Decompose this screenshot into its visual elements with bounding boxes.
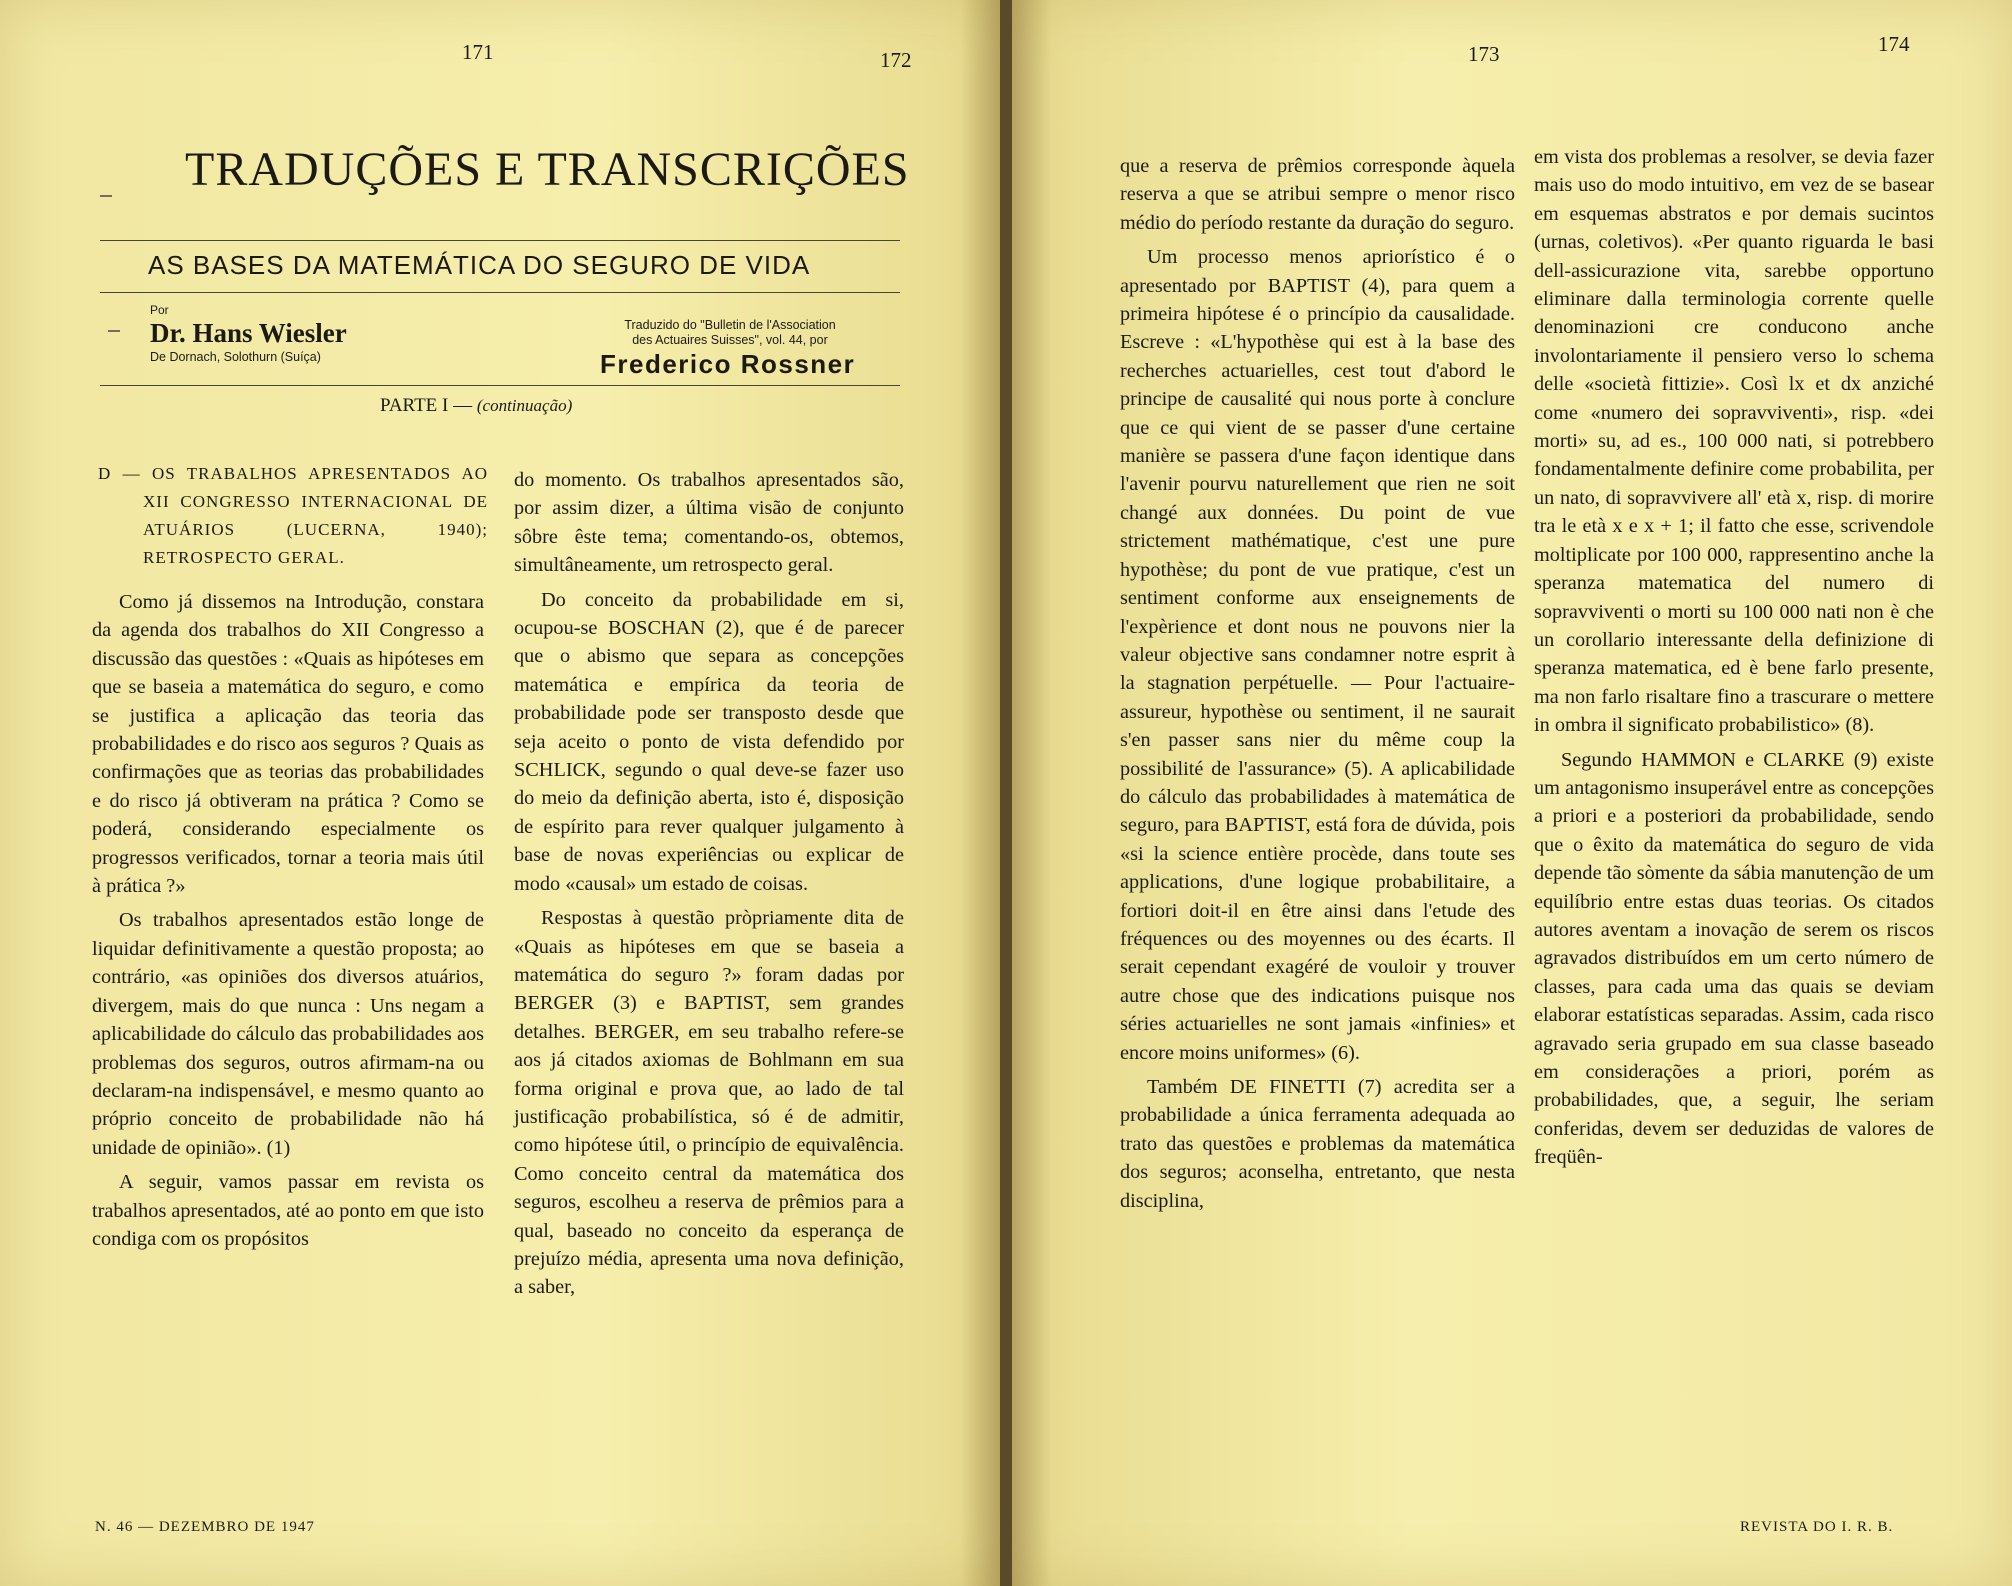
section-heading-text: D — OS TRABALHOS APRESENTADOS AO XII CONGRESSO INTERNACIONAL DE ATUÁRIOS (LUCERNA, 1940); RETROSPECTO GERAL. [98, 464, 488, 567]
paragraph: Como já dissemos na Introdução, constara da agenda dos trabalhos do XII Congresso a discussão das questões : «Quais as hipóteses em que se baseia a matemática do seguro, e como se justifica a aplicação das teoria das probabilidades e do risco aos seguros ? Quais as confirmações que as teorias das probabilidades e do risco já obtiveram na prática ? Como se poderá, considerando especialmente os progressos verificados, tornar a teoria mais útil à prática ?» [92, 591, 484, 898]
article-title: TRADUÇÕES E TRANSCRIÇÕES [185, 143, 910, 196]
title-rule-top [100, 240, 900, 241]
subtitle-rule [100, 292, 900, 293]
paragraph: que a reserva de prêmios corresponde àquela reserva a que se atribui sempre o menor risco médio do período restante da duração do seguro. [1120, 155, 1515, 234]
translator-note-line-1: Traduzido do "Bulletin de l'Association [624, 318, 836, 332]
paragraph: A seguir, vamos passar em revista os trabalhos apresentados, até ao ponto em que isto condiga com os propósitos [92, 1171, 484, 1250]
scan-mark [100, 195, 112, 197]
author-by-label: Por [150, 303, 169, 317]
scan-mark [108, 330, 120, 332]
paragraph: Os trabalhos apresentados estão longe de liquidar definitivamente a questão proposta; ao contrário, «as opiniões dos diversos atuários, divergem, mais do que nunca : Uns negam a aplicabilidade do cálculo das probabilidades aos problemas dos seguros, outros afirmam-na ou declaram-na indispensável, e mesmo quanto ao próprio conceito de probabilidade não há unidade de opinião». (1) [92, 909, 484, 1159]
translator-note [595, 318, 865, 348]
text-column-3 [1120, 152, 1515, 1221]
part-continuation: (continuação) [476, 396, 573, 415]
paragraph: Segundo HAMMON e CLARKE (9) existe um antagonismo insuperável entre as concepções a priori e a posteriori da probabilidade, sendo que o êxito da matemática do seguro de vida depende tão sòmente da sábia manutenção de um equilíbrio entre estas duas teorias. Os citados autores aventam a inovação de serem os riscos agravados distribuídos em um certo número de classes, para cada uma das quais se deviam elaborar estatísticas separadas. Assim, cada risco agravado seria grupado em sua classe baseado em considerações a priori, porém as probabilidades, que, a seguir, lhe seriam conferidas, devem ser deduzidas de valores de freqüên- [1534, 748, 1934, 1169]
author-origin: De Dornach, Solothurn (Suíça) [150, 350, 321, 364]
part-heading [380, 395, 572, 417]
book-gutter [1000, 0, 1012, 1586]
left-page-spread [0, 0, 1000, 1586]
byline-rule [100, 385, 900, 386]
text-column-2 [514, 466, 904, 1308]
section-heading [98, 460, 488, 572]
page-number-173: 173 [1468, 42, 1500, 66]
paragraph: em vista dos problemas a resolver, se devia fazer mais uso do modo intuitivo, em vez de se basear em esquemas abstratos e por demais sucintos (urnas, coletivos). «Per quanto riguarda le basi dell-assicurazione vita, sarebbe opportuno eliminare dalla terminologia corrente quelle denominazioni cre conducono anche involontariamente il pensiero verso lo schema delle «società fittizie». Così lx et dx anziché come «numero dei sopravviventi», risp. «dei morti» su, ad es., 100 000 nati, si potrebbero fondamentalmente definire come probabilita, per un nato, di sopravvivere all' età x, risp. di morire tra le età x e x + 1; il fatto che esse, scrivendole moltiplicate por 100 000, rappresentino anche la speranza matematica del numero di sopravviventi o morti su 100 000 nati non è che un corollario interessante della definizione di speranza matematica, ed è bene farlo presente, ma non farlo risaltare fino a trascurare o mettere in ombra il significato probabilistico» (8). [1534, 146, 1934, 737]
translator-note-line-2: des Actuaires Suisses", vol. 44, por [632, 333, 828, 347]
article-subtitle: AS BASES DA MATEMÁTICA DO SEGURO DE VIDA [148, 250, 811, 280]
text-column-4 [1534, 143, 1934, 1178]
footer-issue-date: N. 46 — DEZEMBRO DE 1947 [95, 1519, 315, 1535]
text-column-1 [92, 588, 484, 1259]
paragraph: Um processo menos apriorístico é o apresentado por BAPTIST (4), para quem a primeira hipótese é o princípio da causalidade. Escreve : «L'hypothèse qui est à la base des recherches actuarielles, cest tout d'abord le principe de causalité qui nous porte à conclure que ce qui vient de se passer d'une certaine manière se passera d'une façon identique dans l'avenir pourvu naturellement que rien ne soit changé aux données. Du point de vue strictement mathématique, c'est une pure hypothèse; du pont de vue pratique, c'est un sentiment conforme aux enseignements de l'expèrience et dont nous ne pouvons nier la valeur objective sans condamner notre esprit à la stagnation perpétuelle. — Pour l'actuaire-assureur, hypothèse ou sentiment, il ne saurait s'en passer sans nier du même coup la possibilité de l'assurance» (5). A aplicabilidade do cálculo das probabilidades à matemática de seguro, para BAPTIST, está fora de dúvida, pois «si la science entière procède, dans toute ses applications, d'une logique probabilitaire, a fortiori doit-il en être ainsi dans l'etude des fréquences ou des moyennes ou des écarts. Il serait cependant exagéré de vouloir y trouver autre chose que des indications puisque nos séries actuarielles ne sont jamais «infinies» et encore moins uniformes» (6). [1120, 246, 1515, 1064]
author-name: Dr. Hans Wiesler [150, 318, 347, 348]
footer-journal-name: REVISTA DO I. R. B. [1740, 1519, 1894, 1535]
paragraph: Do conceito da probabilidade em si, ocupou-se BOSCHAN (2), que é de parecer que o abismo que separa as concepções matemática e empírica da teoria de probabilidade pode ser transposto desde que seja aceito o ponto de vista defendido por SCHLICK, segundo o qual deve-se fazer uso do meio da definição aberta, isto é, disposição de espírito para rever qualquer julgamento à base de novas experiências ou explicar de modo «causal» um estado de coisas. [514, 588, 904, 895]
paragraph: do momento. Os trabalhos apresentados são, por assim dizer, a última visão de conjunto sôbre êste tema; comentando-os, obtemos, simultâneamente, um retrospecto geral. [514, 469, 904, 577]
paragraph: Respostas à questão pròpriamente dita de «Quais as hipóteses em que se baseia a matemática do seguro ?» foram dadas por BERGER (3) e BAPTIST, sem grandes detalhes. BERGER, em seu trabalho refere-se aos já citados axiomas de Bohlmann em sua forma original e prova que, ao lado de tal justificação probabilística, só é de admitir, como hipótese útil, o princípio de equivalência. Como conceito central da matemática dos seguros, escolheu a reserva de prêmios para a qual, baseado no conceito da esperança de prejuízo média, apresenta uma nova definição, a saber, [514, 907, 904, 1299]
translator-name: Frederico Rossner [600, 349, 856, 379]
page-number-171: 171 [462, 40, 494, 64]
paragraph: Também DE FINETTI (7) acredita ser a probabilidade a única ferramenta adequada ao trato das questões e problemas da matemática dos seguros; aconselha, entretanto, que nesta disciplina, [1120, 1076, 1515, 1212]
part-label: PARTE I — [380, 395, 473, 416]
page-number-172: 172 [880, 48, 912, 72]
page-number-174: 174 [1878, 32, 1910, 56]
right-page-spread [1012, 0, 2012, 1586]
